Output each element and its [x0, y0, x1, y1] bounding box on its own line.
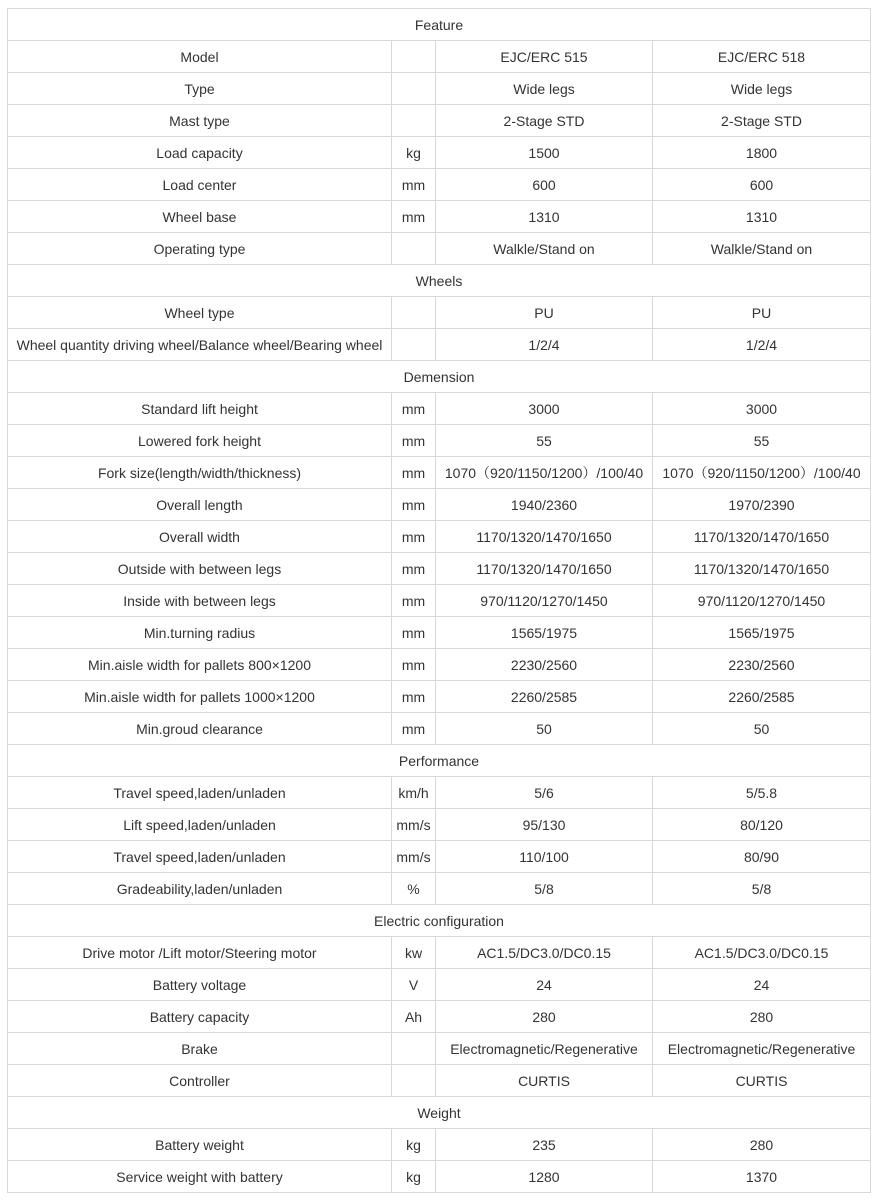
section-title: Wheels — [8, 265, 871, 297]
model-1-value-cell: 95/130 — [436, 809, 653, 841]
model-2-value-cell: 1/2/4 — [653, 329, 871, 361]
spec-name-cell: Lift speed,laden/unladen — [8, 809, 392, 841]
table-row — [8, 521, 871, 553]
unit-cell: % — [392, 873, 436, 905]
unit-cell: mm — [392, 585, 436, 617]
unit-cell: kw — [392, 937, 436, 969]
section-title: Performance — [8, 745, 871, 777]
spec-name-cell: Controller — [8, 1065, 392, 1097]
model-1-value-cell: 600 — [436, 169, 653, 201]
section-header-row — [8, 9, 871, 41]
spec-name-cell: Min.aisle width for pallets 1000×1200 — [8, 681, 392, 713]
model-1-value-cell: 1565/1975 — [436, 617, 653, 649]
spec-name-cell: Min.aisle width for pallets 800×1200 — [8, 649, 392, 681]
model-1-value-cell: CURTIS — [436, 1065, 653, 1097]
unit-cell — [392, 329, 436, 361]
model-2-value-cell: EJC/ERC 518 — [653, 41, 871, 73]
specification-table-body — [8, 9, 871, 1193]
spec-name-cell: Min.groud clearance — [8, 713, 392, 745]
spec-name-cell: Travel speed,laden/unladen — [8, 841, 392, 873]
unit-cell: mm — [392, 457, 436, 489]
unit-cell — [392, 233, 436, 265]
model-1-value-cell: 1070（920/1150/1200）/100/40 — [436, 457, 653, 489]
spec-name-cell: Brake — [8, 1033, 392, 1065]
model-1-value-cell: 55 — [436, 425, 653, 457]
spec-name-cell: Battery weight — [8, 1129, 392, 1161]
model-1-value-cell: PU — [436, 297, 653, 329]
table-row — [8, 297, 871, 329]
model-2-value-cell: 1070（920/1150/1200）/100/40 — [653, 457, 871, 489]
model-1-value-cell: 5/6 — [436, 777, 653, 809]
table-row — [8, 681, 871, 713]
model-2-value-cell: 1800 — [653, 137, 871, 169]
model-2-value-cell: 1370 — [653, 1161, 871, 1193]
section-title: Feature — [8, 9, 871, 41]
unit-cell — [392, 297, 436, 329]
model-2-value-cell: 2-Stage STD — [653, 105, 871, 137]
spec-name-cell: Load center — [8, 169, 392, 201]
spec-name-cell: Mast type — [8, 105, 392, 137]
model-1-value-cell: Walkle/Stand on — [436, 233, 653, 265]
spec-name-cell: Inside with between legs — [8, 585, 392, 617]
model-2-value-cell: 280 — [653, 1001, 871, 1033]
model-2-value-cell: 5/8 — [653, 873, 871, 905]
table-row — [8, 713, 871, 745]
model-2-value-cell: 1565/1975 — [653, 617, 871, 649]
section-title: Demension — [8, 361, 871, 393]
unit-cell: mm — [392, 489, 436, 521]
spec-name-cell: Standard lift height — [8, 393, 392, 425]
model-1-value-cell: 1170/1320/1470/1650 — [436, 553, 653, 585]
spec-name-cell: Battery voltage — [8, 969, 392, 1001]
model-1-value-cell: 2-Stage STD — [436, 105, 653, 137]
model-1-value-cell: Wide legs — [436, 73, 653, 105]
unit-cell: Ah — [392, 1001, 436, 1033]
spec-name-cell: Outside with between legs — [8, 553, 392, 585]
model-2-value-cell: 2230/2560 — [653, 649, 871, 681]
section-header-row — [8, 265, 871, 297]
table-row — [8, 1129, 871, 1161]
unit-cell: kg — [392, 1129, 436, 1161]
model-2-value-cell: AC1.5/DC3.0/DC0.15 — [653, 937, 871, 969]
model-2-value-cell: 280 — [653, 1129, 871, 1161]
unit-cell: mm — [392, 393, 436, 425]
unit-cell: mm — [392, 649, 436, 681]
spec-name-cell: Wheel base — [8, 201, 392, 233]
model-1-value-cell: EJC/ERC 515 — [436, 41, 653, 73]
unit-cell — [392, 73, 436, 105]
model-1-value-cell: 2230/2560 — [436, 649, 653, 681]
model-2-value-cell: 1970/2390 — [653, 489, 871, 521]
model-1-value-cell: 5/8 — [436, 873, 653, 905]
model-2-value-cell: 1170/1320/1470/1650 — [653, 553, 871, 585]
section-header-row — [8, 745, 871, 777]
model-1-value-cell: 970/1120/1270/1450 — [436, 585, 653, 617]
table-row — [8, 457, 871, 489]
model-1-value-cell: 1500 — [436, 137, 653, 169]
model-1-value-cell: 50 — [436, 713, 653, 745]
table-row — [8, 329, 871, 361]
model-1-value-cell: 24 — [436, 969, 653, 1001]
model-2-value-cell: 55 — [653, 425, 871, 457]
model-1-value-cell: 1940/2360 — [436, 489, 653, 521]
spec-name-cell: Battery capacity — [8, 1001, 392, 1033]
table-row — [8, 233, 871, 265]
unit-cell: kg — [392, 137, 436, 169]
model-2-value-cell: 1310 — [653, 201, 871, 233]
table-row — [8, 201, 871, 233]
model-1-value-cell: 1/2/4 — [436, 329, 653, 361]
table-row — [8, 777, 871, 809]
table-row — [8, 937, 871, 969]
spec-name-cell: Load capacity — [8, 137, 392, 169]
model-2-value-cell: 3000 — [653, 393, 871, 425]
table-row — [8, 41, 871, 73]
spec-name-cell: Model — [8, 41, 392, 73]
unit-cell: mm/s — [392, 809, 436, 841]
spec-name-cell: Service weight with battery — [8, 1161, 392, 1193]
model-2-value-cell: Walkle/Stand on — [653, 233, 871, 265]
model-1-value-cell: 280 — [436, 1001, 653, 1033]
model-2-value-cell: 970/1120/1270/1450 — [653, 585, 871, 617]
spec-name-cell: Overall length — [8, 489, 392, 521]
model-2-value-cell: Electromagnetic/Regenerative — [653, 1033, 871, 1065]
unit-cell: mm — [392, 617, 436, 649]
spec-name-cell: Travel speed,laden/unladen — [8, 777, 392, 809]
table-row — [8, 105, 871, 137]
section-title: Electric configuration — [8, 905, 871, 937]
table-row — [8, 649, 871, 681]
table-row — [8, 73, 871, 105]
model-2-value-cell: 80/90 — [653, 841, 871, 873]
unit-cell: kg — [392, 1161, 436, 1193]
unit-cell: mm — [392, 169, 436, 201]
table-row — [8, 841, 871, 873]
section-header-row — [8, 1097, 871, 1129]
section-title: Weight — [8, 1097, 871, 1129]
spec-name-cell: Overall width — [8, 521, 392, 553]
model-2-value-cell: 50 — [653, 713, 871, 745]
model-2-value-cell: 5/5.8 — [653, 777, 871, 809]
spec-name-cell: Lowered fork height — [8, 425, 392, 457]
unit-cell: mm — [392, 201, 436, 233]
table-row — [8, 969, 871, 1001]
table-row — [8, 1001, 871, 1033]
unit-cell: km/h — [392, 777, 436, 809]
spec-name-cell: Operating type — [8, 233, 392, 265]
spec-table-container — [7, 8, 870, 1193]
model-1-value-cell: 1310 — [436, 201, 653, 233]
table-row — [8, 1033, 871, 1065]
model-2-value-cell: 600 — [653, 169, 871, 201]
unit-cell — [392, 1065, 436, 1097]
model-1-value-cell: Electromagnetic/Regenerative — [436, 1033, 653, 1065]
table-row — [8, 425, 871, 457]
table-row — [8, 169, 871, 201]
model-1-value-cell: AC1.5/DC3.0/DC0.15 — [436, 937, 653, 969]
section-header-row — [8, 905, 871, 937]
model-2-value-cell: 1170/1320/1470/1650 — [653, 521, 871, 553]
unit-cell: mm — [392, 713, 436, 745]
model-1-value-cell: 2260/2585 — [436, 681, 653, 713]
table-row — [8, 873, 871, 905]
model-2-value-cell: CURTIS — [653, 1065, 871, 1097]
table-row — [8, 137, 871, 169]
table-row — [8, 393, 871, 425]
spec-name-cell: Gradeability,laden/unladen — [8, 873, 392, 905]
table-row — [8, 617, 871, 649]
unit-cell: V — [392, 969, 436, 1001]
unit-cell: mm — [392, 521, 436, 553]
unit-cell: mm — [392, 681, 436, 713]
model-1-value-cell: 235 — [436, 1129, 653, 1161]
table-row — [8, 553, 871, 585]
model-2-value-cell: Wide legs — [653, 73, 871, 105]
table-row — [8, 489, 871, 521]
spec-name-cell: Min.turning radius — [8, 617, 392, 649]
model-1-value-cell: 110/100 — [436, 841, 653, 873]
unit-cell — [392, 1033, 436, 1065]
spec-name-cell: Wheel quantity driving wheel/Balance wheel/Bearing wheel — [8, 329, 392, 361]
table-row — [8, 809, 871, 841]
spec-name-cell: Type — [8, 73, 392, 105]
model-2-value-cell: 2260/2585 — [653, 681, 871, 713]
table-row — [8, 585, 871, 617]
unit-cell: mm — [392, 425, 436, 457]
table-row — [8, 1065, 871, 1097]
spec-name-cell: Drive motor /Lift motor/Steering motor — [8, 937, 392, 969]
spec-name-cell: Fork size(length/width/thickness) — [8, 457, 392, 489]
table-row — [8, 1161, 871, 1193]
section-header-row — [8, 361, 871, 393]
model-1-value-cell: 3000 — [436, 393, 653, 425]
specification-table — [7, 8, 871, 1193]
model-2-value-cell: 80/120 — [653, 809, 871, 841]
model-1-value-cell: 1170/1320/1470/1650 — [436, 521, 653, 553]
model-2-value-cell: PU — [653, 297, 871, 329]
model-1-value-cell: 1280 — [436, 1161, 653, 1193]
spec-name-cell: Wheel type — [8, 297, 392, 329]
model-2-value-cell: 24 — [653, 969, 871, 1001]
unit-cell: mm — [392, 553, 436, 585]
unit-cell — [392, 41, 436, 73]
unit-cell — [392, 105, 436, 137]
unit-cell: mm/s — [392, 841, 436, 873]
